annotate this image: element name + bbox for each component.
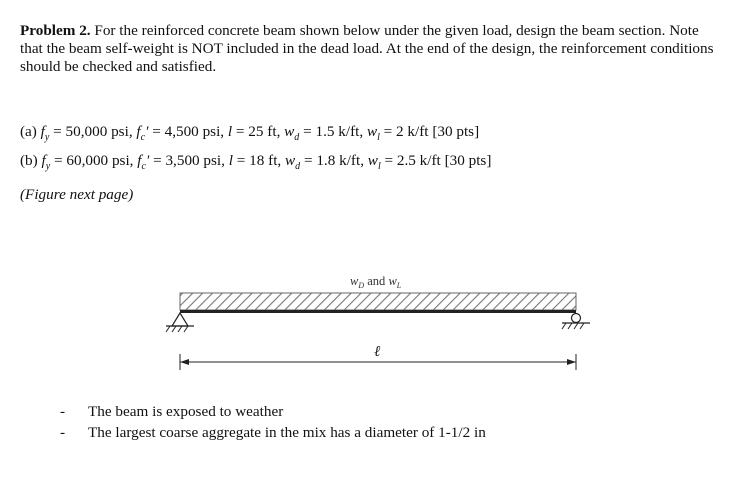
problem-label: Problem 2. (20, 22, 91, 39)
distributed-load (180, 293, 576, 310)
bullet-list (60, 401, 486, 443)
beam (180, 310, 576, 313)
list-item: - The beam is exposed to weather (60, 402, 284, 420)
load-label: $w_D$ and $w_L$ (350, 274, 402, 290)
part-b: (b) $f_y = 60,000$ psi, $f_c' = 3,500$ psi, l = 18 ft, $w_d = 1.8$ k/ft, $w_l = 2.5$ k/ft [30 pts] (20, 152, 492, 173)
pin-support-left (166, 313, 194, 332)
figure-note: (Figure next page) (20, 186, 134, 203)
problem-statement (20, 22, 725, 76)
part-a: (a) $f_y = 50,000$ psi, $f_c' = 4,500$ psi, l = 25 ft, $w_d = 1.5$ k/ft, $w_l = 2$ k/ft [30 pts] (20, 123, 480, 144)
span-label: ℓ (374, 344, 381, 360)
list-item: - The largest coarse aggregate in the mix has a diameter of 1-1/2 in (60, 423, 486, 441)
span-dimension (180, 354, 576, 370)
problem-text: For the reinforced concrete beam shown below under the given load, design the beam section. Note that the beam self-weight is NOT included in the dead load. At the end of the design, the reinforcement conditions should be checked and satisfied. (20, 22, 714, 75)
roller-support-right (562, 314, 590, 330)
